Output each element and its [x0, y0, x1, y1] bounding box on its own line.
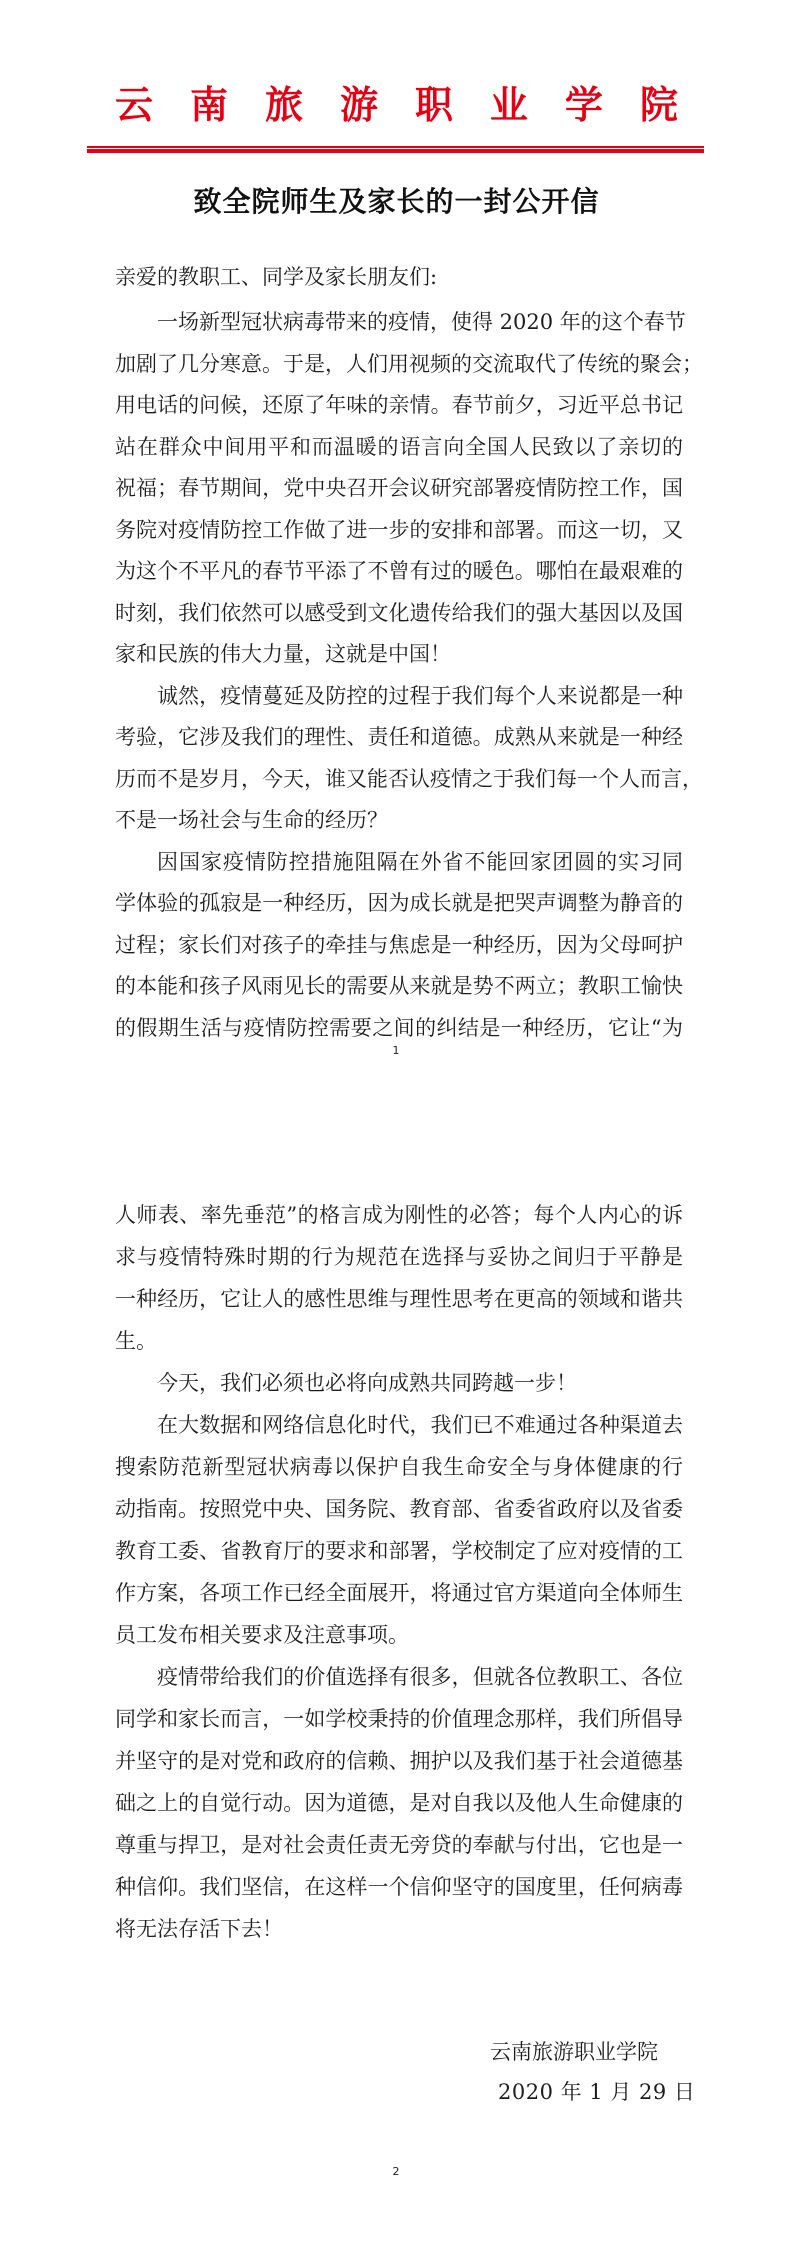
body-line: 诚然，疫情蔓延及防控的过程于我们每个人来说都是一种 [157, 683, 683, 708]
body-line: 生。 [115, 1329, 157, 1353]
masthead-char: 院 [639, 82, 678, 127]
page-number-2: 2 [392, 2165, 400, 2178]
body-line: 祝福；春节期间，党中央召开会议研究部署疫情防控工作，国 [115, 476, 683, 500]
body-line: 疫情带给我们的价值选择有很多，但就各位教职工、各位 [157, 1665, 683, 1689]
greeting: 亲爱的教职工、同学及家长朋友们: [115, 265, 438, 289]
institution-masthead [87, 84, 704, 126]
body-line: 搜索防范新型冠状病毒以保护自我生命安全与身体健康的行 [115, 1455, 683, 1479]
letter-title: 致全院师生及家长的一封公开信 [193, 185, 600, 218]
body-line: 同学和家长而言，一如学校秉持的价值理念那样，我们所倡导 [115, 1707, 683, 1731]
body-line: 时刻，我们依然可以感受到文化遗传给我们的强大基因以及国 [115, 600, 683, 625]
red-header-rule [87, 146, 704, 154]
body-line: 将无法存活下去！ [115, 1917, 283, 1941]
masthead-char: 旅 [264, 82, 303, 127]
red-rule-thin [87, 146, 704, 148]
body-line: 并坚守的是对党和政府的信赖、拥护以及我们基于社会道德基 [115, 1749, 683, 1773]
body-line: 在大数据和网络信息化时代，我们已不难通过各种渠道去 [157, 1413, 683, 1437]
body-line: 学体验的孤寂是一种经历，因为成长就是把哭声调整为静音的 [115, 891, 683, 915]
body-line: 过程；家长们对孩子的牵挂与焦虑是一种经历，因为父母呵护 [115, 932, 683, 957]
body-line: 动指南。按照党中央、国务院、教育部、省委省政府以及省委 [115, 1497, 683, 1521]
body-line: 人师表、率先垂范”的格言成为刚性的必答；每个人内心的诉 [115, 1203, 683, 1227]
body-line: 加剧了几分寒意。于是，人们用视频的交流取代了传统的聚会； [115, 351, 703, 376]
body-line: 为这个不平凡的春节平添了不曾有过的暖色。哪怕在最艰难的 [115, 559, 683, 583]
signature-organization: 云南旅游职业学院 [490, 2040, 658, 2064]
body-line: 一种经历，它让人的感性思维与理性思考在更高的领域和谐共 [115, 1287, 683, 1311]
body-line: 的本能和孩子风雨见长的需要从来就是势不两立；教职工愉快 [115, 974, 683, 998]
red-rule-thick [87, 149, 704, 153]
masthead-char: 业 [489, 82, 528, 127]
body-line: 础之上的自觉行动。因为道德，是对自我以及他人生命健康的 [115, 1791, 683, 1815]
body-line: 一场新型冠状病毒带来的疫情，使得 2020 年的这个春节 [157, 310, 686, 334]
page-number-1: 1 [392, 1044, 400, 1057]
body-line: 的假期生活与疫情防控需要之间的纠结是一种经历，它让“为 [115, 1015, 683, 1040]
body-line: 求与疫情特殊时期的行为规范在选择与妥协之间归于平静是 [115, 1245, 683, 1269]
body-line: 用电话的问候，还原了年味的亲情。春节前夕，习近平总书记 [115, 393, 683, 417]
body-line: 务院对疫情防控工作做了进一步的安排和部署。而这一切，又 [115, 517, 683, 542]
body-line: 尊重与捍卫，是对社会责任责无旁贷的奉献与付出，它也是一 [115, 1833, 683, 1857]
masthead-char: 学 [564, 82, 603, 127]
masthead-char: 云 [115, 82, 154, 127]
body-line: 员工发布相关要求及注意事项。 [115, 1623, 409, 1647]
body-line: 不是一场社会与生命的经历？ [115, 808, 388, 832]
body-line: 教育工委、省教育厅的要求和部署，学校制定了应对疫情的工 [115, 1539, 683, 1563]
masthead-char: 职 [414, 82, 453, 127]
body-line: 因国家疫情防控措施阻隔在外省不能回家团圆的实习同 [157, 849, 683, 874]
body-line: 种信仰。我们坚信，在这样一个信仰坚守的国度里，任何病毒 [115, 1875, 683, 1899]
body-line: 历而不是岁月，今天，谁又能否认疫情之于我们每一个人而言， [115, 766, 703, 791]
masthead-char: 游 [339, 82, 378, 127]
signature-date: 2020 年 1 月 29 日 [498, 2080, 696, 2104]
body-line: 作方案，各项工作已经全面展开，将通过官方渠道向全体师生 [115, 1581, 683, 1605]
body-line: 站在群众中间用平和而温暖的语言向全国人民致以了亲切的 [115, 434, 683, 459]
body-line: 今天，我们必须也必将向成熟共同跨越一步！ [157, 1371, 577, 1395]
body-line: 考验，它涉及我们的理性、责任和道德。成熟从来就是一种经 [115, 725, 683, 749]
body-line: 家和民族的伟大力量，这就是中国！ [115, 642, 451, 666]
masthead-char: 南 [189, 82, 228, 127]
